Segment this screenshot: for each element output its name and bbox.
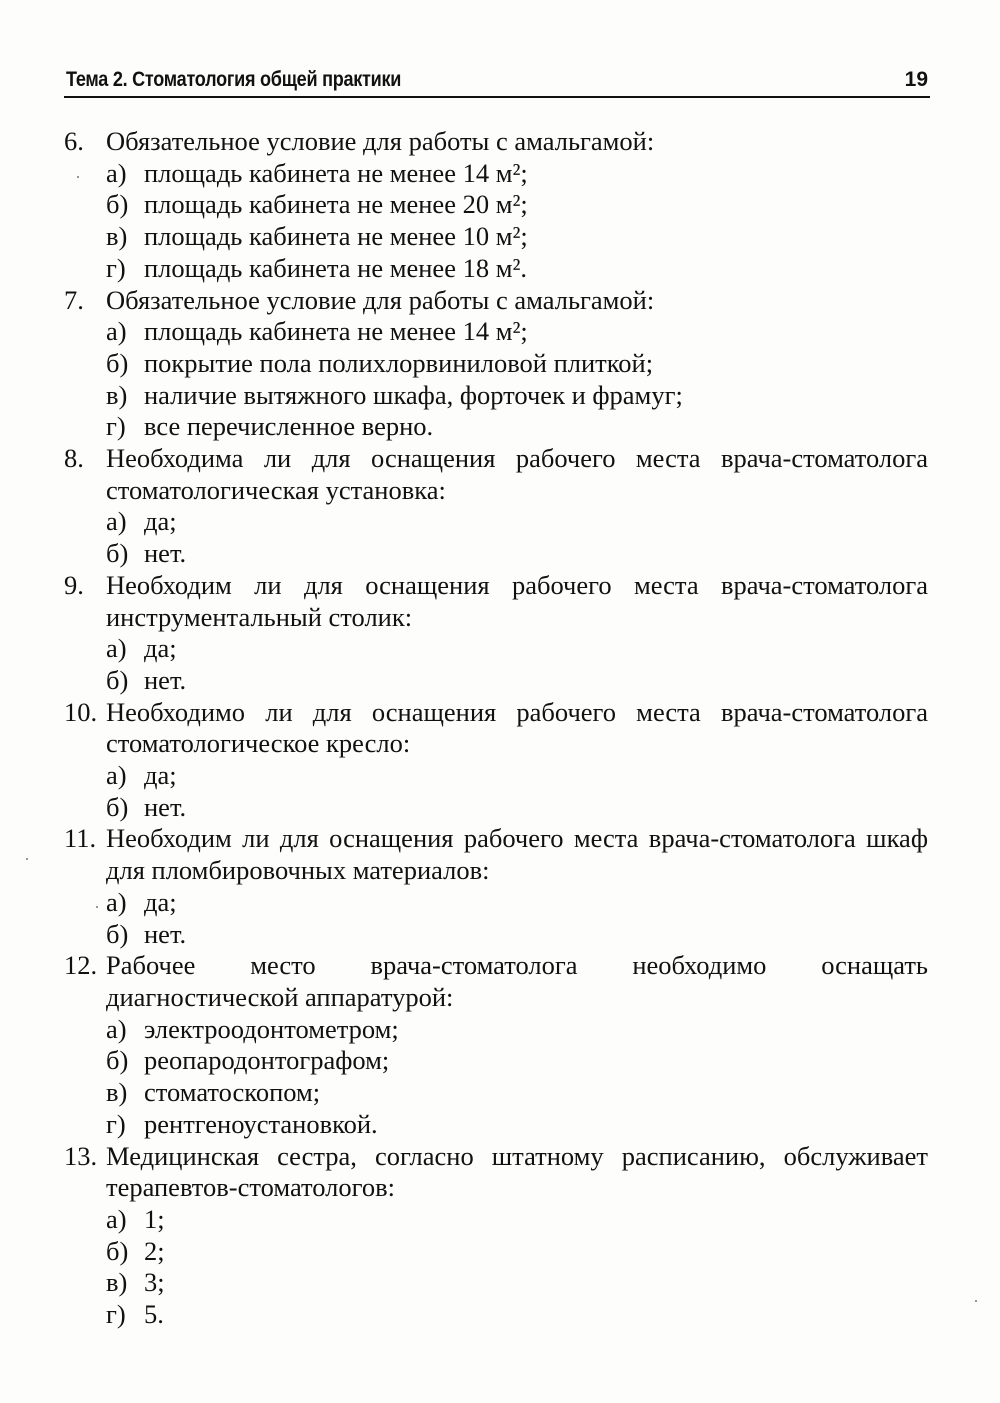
question-number: 6. — [64, 126, 84, 156]
option-text: площадь кабинета не менее 14 м²; — [144, 316, 528, 347]
question-item — [64, 126, 928, 158]
option-text: 1; — [144, 1203, 165, 1234]
question-item — [64, 285, 928, 317]
question-text: Необходим ли для оснащения рабочего места врача-стоматолога шкаф для пломбировочных материалов: — [106, 823, 928, 886]
answer-option — [64, 411, 928, 443]
option-text: 3; — [144, 1267, 165, 1298]
option-letter: в) — [106, 1077, 128, 1108]
question-text: Необходим ли для оснащения рабочего места врача-стоматолога инструментальный столик: — [106, 569, 928, 632]
option-letter: б) — [106, 189, 129, 220]
option-text: реопародонтографом; — [144, 1045, 390, 1076]
option-letter: а) — [106, 316, 127, 347]
question-item — [64, 570, 928, 633]
option-text: нет. — [144, 538, 187, 569]
option-text: 5. — [144, 1299, 164, 1330]
answer-option — [64, 1299, 928, 1331]
question-text: Обязательное условие для работы с амальгамой: — [106, 126, 655, 156]
option-text: наличие вытяжного шкафа, форточек и фрамуг; — [144, 379, 683, 410]
answer-option — [64, 253, 928, 285]
question-number: 9. — [64, 569, 84, 600]
option-text: стоматоскопом; — [144, 1077, 321, 1108]
option-text: да; — [144, 760, 177, 791]
option-text: площадь кабинета не менее 14 м²; — [144, 157, 528, 188]
option-text: нет. — [144, 791, 187, 822]
answer-option — [64, 506, 928, 538]
option-letter: б) — [106, 1045, 129, 1076]
question-number: 10. — [64, 696, 98, 727]
answer-option — [64, 1077, 928, 1109]
question-item — [64, 823, 928, 886]
question-number: 8. — [64, 443, 84, 474]
option-letter: а) — [106, 1013, 127, 1044]
answer-option — [64, 665, 928, 697]
option-text: рентгеноустановкой. — [144, 1108, 378, 1139]
answer-option — [64, 1014, 928, 1046]
answer-option — [64, 792, 928, 824]
option-text: нет. — [144, 664, 187, 695]
option-text: да; — [144, 633, 177, 664]
option-letter: г) — [106, 411, 126, 442]
option-text: 2; — [144, 1235, 165, 1266]
question-item — [64, 443, 928, 506]
option-letter: б) — [106, 538, 129, 569]
option-letter: в) — [106, 379, 128, 410]
page-number: 19 — [904, 68, 928, 91]
answer-option — [64, 538, 928, 570]
answer-option — [64, 887, 928, 919]
question-list — [64, 126, 928, 1331]
scan-speck — [96, 906, 98, 908]
question-number: 12. — [64, 950, 98, 981]
answer-option — [64, 348, 928, 380]
option-letter: б) — [106, 918, 129, 949]
option-letter: б) — [106, 791, 129, 822]
option-letter: а) — [106, 760, 127, 791]
answer-option — [64, 1109, 928, 1141]
question-number: 11. — [64, 823, 97, 854]
question-number: 7. — [64, 284, 84, 315]
option-letter: в) — [106, 1267, 128, 1298]
answer-option — [64, 380, 928, 412]
option-letter: г) — [106, 1108, 126, 1139]
scan-speck — [975, 1300, 977, 1302]
answer-option — [64, 221, 928, 253]
question-text: Необходимо ли для оснащения рабочего места врача-стоматолога стоматологическое кресло: — [106, 696, 928, 759]
option-letter: а) — [106, 633, 127, 664]
answer-option — [64, 919, 928, 951]
question-text: Обязательное условие для работы с амальгамой: — [106, 284, 655, 315]
answer-option — [64, 1045, 928, 1077]
option-text: да; — [144, 506, 177, 537]
answer-option — [64, 316, 928, 348]
answer-option — [64, 1236, 928, 1268]
question-item — [64, 697, 928, 760]
option-text: площадь кабинета не менее 18 м². — [144, 252, 528, 283]
option-text: электроодонтометром; — [144, 1013, 399, 1044]
option-text: площадь кабинета не менее 20 м²; — [144, 189, 528, 220]
answer-option — [64, 760, 928, 792]
scan-speck — [26, 858, 28, 860]
scan-speck — [77, 176, 79, 178]
question-item — [64, 1141, 928, 1204]
running-title: Тема 2. Стоматология общей практики — [66, 68, 402, 91]
answer-option — [64, 633, 928, 665]
question-number: 13. — [64, 1140, 98, 1171]
option-letter: а) — [106, 1203, 127, 1234]
answer-option — [64, 1204, 928, 1236]
option-text: покрытие пола полихлорвиниловой плиткой; — [144, 347, 654, 378]
question-text: Рабочее место врача-стоматолога необходимо оснащать диагностической аппаратурой: — [106, 950, 928, 1012]
option-letter: а) — [106, 506, 127, 537]
option-text: да; — [144, 886, 177, 917]
answer-option — [64, 1267, 928, 1299]
answer-option — [64, 158, 928, 190]
option-text: все перечисленное верно. — [144, 411, 434, 442]
question-item — [64, 950, 928, 1013]
option-letter: б) — [106, 347, 129, 378]
question-text: Необходима ли для оснащения рабочего места врача-стоматолога стоматологическая установка: — [106, 443, 928, 505]
question-text: Медицинская сестра, согласно штатному расписанию, обслуживает терапевтов-стоматологов: — [106, 1140, 928, 1203]
running-header — [64, 66, 930, 98]
option-letter: г) — [106, 1299, 126, 1330]
option-letter: в) — [106, 221, 128, 252]
option-letter: г) — [106, 252, 126, 283]
option-letter: а) — [106, 157, 127, 188]
option-letter: б) — [106, 1235, 129, 1266]
option-text: нет. — [144, 918, 187, 949]
option-letter: б) — [106, 664, 129, 695]
option-letter: а) — [106, 886, 127, 917]
option-text: площадь кабинета не менее 10 м²; — [144, 221, 528, 252]
answer-option — [64, 189, 928, 221]
